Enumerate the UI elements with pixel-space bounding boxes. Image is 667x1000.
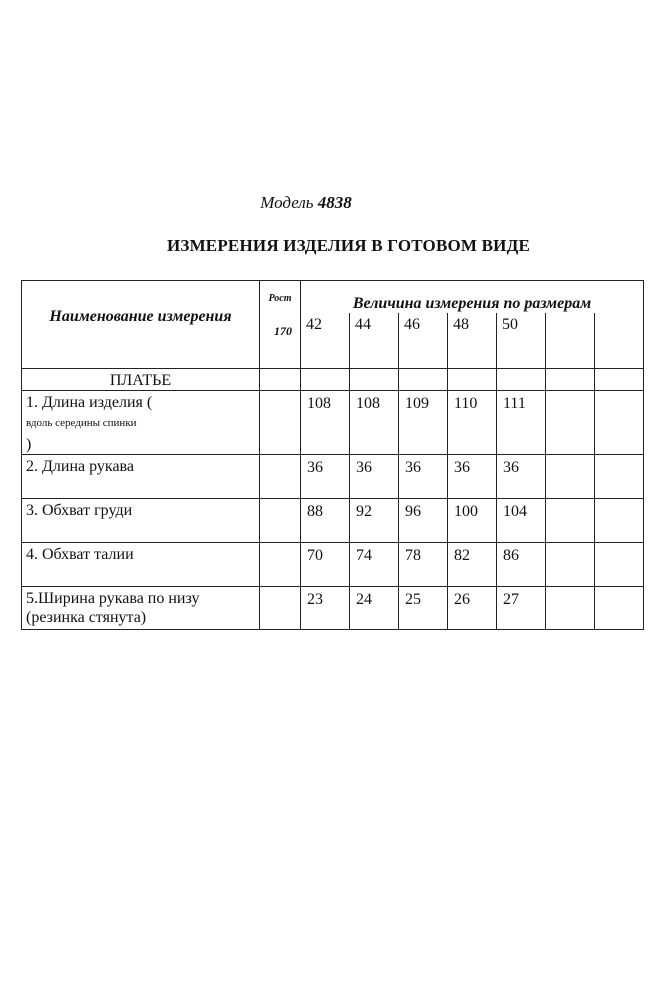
table-cell	[546, 586, 595, 629]
table-cell	[301, 368, 350, 390]
value-cell: 36	[301, 454, 350, 498]
table-cell	[546, 390, 595, 454]
table-row	[22, 586, 644, 629]
value-cell: 36	[448, 454, 497, 498]
value-cell: 36	[350, 454, 399, 498]
value-cell: 27	[497, 586, 546, 629]
value-cell: 74	[350, 542, 399, 586]
table-cell	[399, 368, 448, 390]
table-cell	[595, 454, 644, 498]
measurement-name: 3. Обхват груди	[22, 498, 260, 542]
size-cell: 48	[448, 313, 497, 368]
table-row	[22, 390, 644, 454]
measurement-name: 1. Длина изделия ( вдоль середины спинки )	[22, 390, 260, 454]
value-cell: 78	[399, 542, 448, 586]
height-label: Рост	[268, 293, 292, 304]
table-cell	[260, 454, 301, 498]
model-caption	[0, 193, 612, 213]
table-row	[22, 498, 644, 542]
section-label: ПЛАТЬЕ	[22, 368, 260, 390]
table-cell	[260, 390, 301, 454]
value-cell: 111	[497, 390, 546, 454]
table-cell	[260, 586, 301, 629]
value-cell: 104	[497, 498, 546, 542]
table-row	[22, 542, 644, 586]
size-cell: 50	[497, 313, 546, 368]
value-cell: 108	[350, 390, 399, 454]
value-cell: 109	[399, 390, 448, 454]
table-cell	[595, 542, 644, 586]
value-cell: 23	[301, 586, 350, 629]
value-cell: 26	[448, 586, 497, 629]
measurement-name: 2. Длина рукава	[22, 454, 260, 498]
value-cell: 108	[301, 390, 350, 454]
value-cell: 96	[399, 498, 448, 542]
size-cell	[595, 313, 644, 368]
measurement-name: 5.Ширина рукава по низу (резинка стянута)	[22, 586, 260, 629]
header-height	[260, 281, 301, 369]
table-cell	[546, 542, 595, 586]
value-cell: 36	[399, 454, 448, 498]
value-cell: 88	[301, 498, 350, 542]
size-cell: 44	[350, 313, 399, 368]
value-cell: 82	[448, 542, 497, 586]
value-cell: 86	[497, 542, 546, 586]
value-cell: 25	[399, 586, 448, 629]
table-cell	[497, 368, 546, 390]
value-cell: 36	[497, 454, 546, 498]
page-title: ИЗМЕРЕНИЯ ИЗДЕЛИЯ В ГОТОВОМ ВИДЕ	[166, 236, 531, 255]
table-cell	[260, 542, 301, 586]
measurements-table	[21, 280, 644, 630]
size-cell: 42	[301, 313, 350, 368]
table-row	[22, 454, 644, 498]
header-name-col: Наименование измерения	[22, 281, 260, 369]
height-value: 170	[274, 324, 292, 338]
value-cell: 24	[350, 586, 399, 629]
model-number: 4838	[317, 193, 352, 212]
table-cell	[595, 390, 644, 454]
value-cell: 100	[448, 498, 497, 542]
value-cell: 110	[448, 390, 497, 454]
table-cell	[260, 368, 301, 390]
table-cell	[448, 368, 497, 390]
table-cell	[350, 368, 399, 390]
size-cell: 46	[399, 313, 448, 368]
value-cell: 92	[350, 498, 399, 542]
table-cell	[595, 586, 644, 629]
measurement-name: 4. Обхват талии	[22, 542, 260, 586]
table-cell	[595, 368, 644, 390]
value-cell: 70	[301, 542, 350, 586]
table-cell	[546, 498, 595, 542]
size-cell	[546, 313, 595, 368]
table-cell	[260, 498, 301, 542]
header-sizes: Величина измерения по размерам	[301, 281, 644, 314]
table-cell	[546, 368, 595, 390]
table-cell	[546, 454, 595, 498]
model-label: Модель	[260, 193, 314, 212]
table-cell	[595, 498, 644, 542]
